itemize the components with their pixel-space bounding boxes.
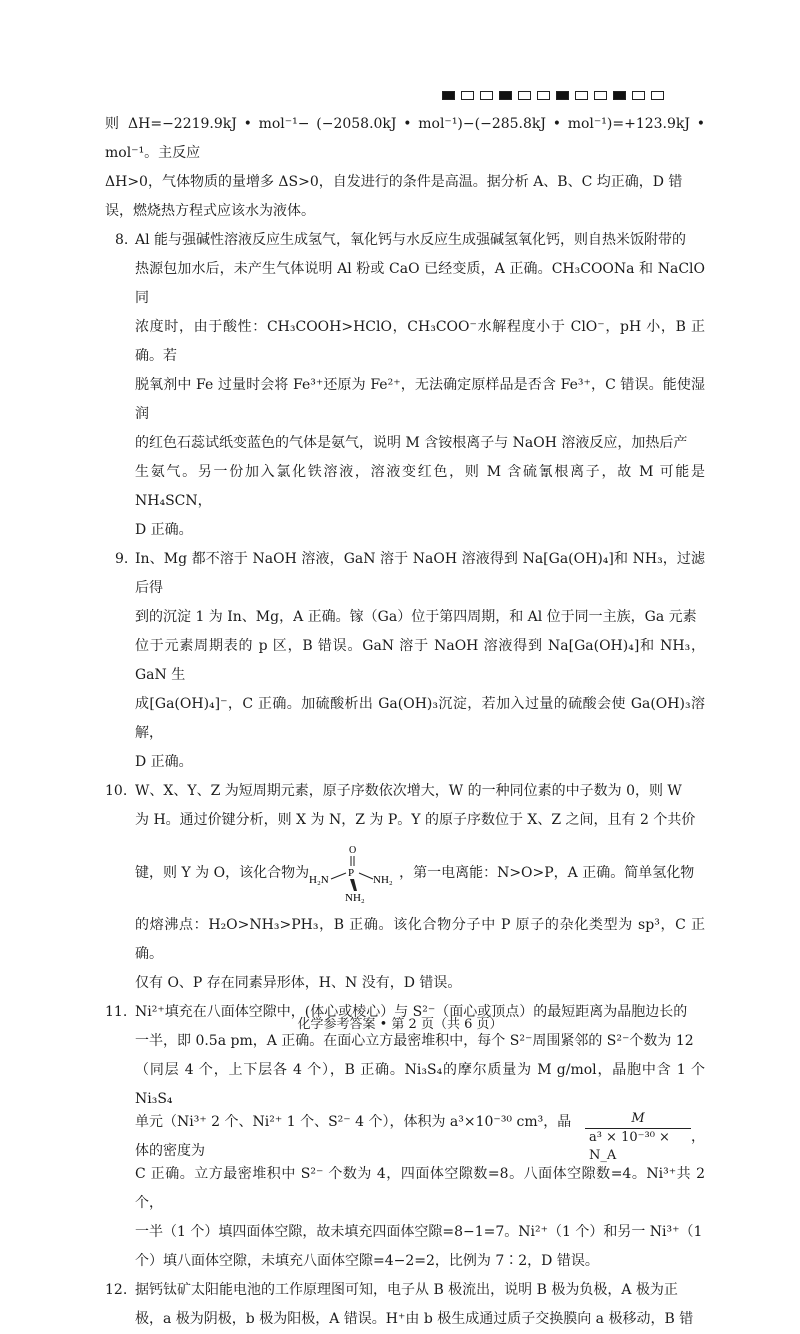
density-fraction bbox=[585, 1110, 691, 1165]
text-line: D 正确。 bbox=[135, 522, 193, 538]
molecule-structure bbox=[309, 843, 399, 903]
question-number: 8. bbox=[115, 232, 129, 248]
answer-12 bbox=[105, 1276, 705, 1334]
text-line: 则 ΔH=−2219.9kJ • mol⁻¹− (−2058.0kJ • mol⁻¹)−(−285.8kJ • mol⁻¹)=+123.9kJ • mol⁻¹。主反应 bbox=[105, 116, 705, 161]
text-line: D 正确。 bbox=[135, 754, 193, 770]
text-line: 个）填八面体空隙，未填充八面体空隙=4−2=2，比例为 7∶2，D 错误。 bbox=[135, 1253, 599, 1269]
header-mark bbox=[518, 91, 531, 100]
text-line: 为 H。通过价键分析，则 X 为 N，Z 为 P。Y 的原子序数位于 X、Z 之间，且有 2 个共价 bbox=[135, 812, 696, 828]
question-number: 9. bbox=[115, 551, 129, 567]
text-line: 生氨气。另一份加入氯化铁溶液，溶液变红色，则 M 含硫氰根离子，故 M 可能是 NH₄SCN， bbox=[135, 464, 705, 509]
question-number: 12. bbox=[105, 1282, 128, 1298]
text-line: 到的沉淀 1 为 In、Mg，A 正确。镓（Ga）位于第四周期，和 Al 位于同一主族，Ga 元素 bbox=[135, 609, 697, 625]
structure-line bbox=[135, 843, 705, 903]
answer-9 bbox=[105, 545, 705, 777]
header-mark bbox=[556, 91, 569, 100]
group-right: NH₂ bbox=[373, 874, 393, 886]
header-marks bbox=[442, 91, 664, 100]
header-mark bbox=[651, 91, 664, 100]
header-mark bbox=[575, 91, 588, 100]
fraction-denominator: a³ × 10⁻³⁰ × N_A bbox=[585, 1128, 691, 1165]
header-mark bbox=[480, 91, 493, 100]
header-mark bbox=[632, 91, 645, 100]
text-segment: 键，则 Y 为 O，该化合物为 bbox=[135, 864, 310, 881]
text-line: 一半（1 个）填四面体空隙，故未填充四面体空隙=8−1=7。Ni²⁺（1 个）和另一 Ni³⁺（1 bbox=[135, 1224, 703, 1240]
answer-11 bbox=[105, 998, 705, 1276]
header-mark bbox=[613, 91, 626, 100]
group-bottom: NH₂ bbox=[345, 892, 365, 903]
text-line: （同层 4 个，上下层各 4 个），B 正确。Ni₃S₄的摩尔质量为 M g/mol，晶胞中含 1 个 Ni₃S₄ bbox=[135, 1062, 705, 1107]
header-mark bbox=[499, 91, 512, 100]
header-mark bbox=[594, 91, 607, 100]
text-line: 一半，即 0.5a pm，A 正确。在面心立方最密堆积中，每个 S²⁻周围紧邻的 S²⁻个数为 12 bbox=[135, 1033, 694, 1049]
page-footer: 化学参考答案 • 第 2 页（共 6 页） bbox=[297, 1017, 503, 1032]
text-line: 位于元素周期表的 p 区，B 错误。GaN 溶于 NaOH 溶液得到 Na[Ga(OH)₄]和 NH₃，GaN 生 bbox=[135, 638, 705, 683]
atom-o: O bbox=[349, 845, 357, 856]
text-line: Al 能与强碱性溶液反应生成氢气，氧化钙与水反应生成强碱氢氧化钙，则自热米饭附带的 bbox=[135, 232, 687, 248]
text-line: 极，a 极为阴极，b 极为阳极，A 错误。H⁺由 b 极生成通过质子交换膜向 a 极移动，B 错 bbox=[135, 1311, 694, 1327]
text-line: 成[Ga(OH)₄]⁻，C 正确。加硫酸析出 Ga(OH)₃沉淀，若加入过量的硫酸会使 Ga(OH)₃溶解， bbox=[135, 696, 705, 741]
text-line: In、Mg 都不溶于 NaOH 溶液，GaN 溶于 NaOH 溶液得到 Na[Ga(OH)₄]和 NH₃，过滤后得 bbox=[135, 551, 705, 596]
text-line: ΔH>0，气体物质的量增多 ΔS>0，自发进行的条件是高温。据分析 A、B、C 均正确，D 错 bbox=[105, 174, 683, 190]
text-line: W、X、Y、Z 为短周期元素，原子序数依次增大，W 的一种同位素的中子数为 0，则 W bbox=[135, 783, 682, 799]
text-line: 据钙钛矿太阳能电池的工作原理图可知，电子从 B 极流出，说明 B 极为负极，A 极为正 bbox=[135, 1282, 678, 1298]
text-line: 误，燃烧热方程式应该水为液体。 bbox=[105, 203, 315, 219]
text-line: 热源包加水后，未产生气体说明 Al 粉或 CaO 已经变质，A 正确。CH₃COONa 和 NaClO 同 bbox=[135, 261, 705, 306]
text-line: 浓度时，由于酸性：CH₃COOH>HClO，CH₃COO⁻水解程度小于 ClO⁻，pH 小，B 正确。若 bbox=[135, 319, 705, 364]
answer-8 bbox=[105, 226, 705, 545]
header-mark bbox=[442, 91, 455, 100]
text-line: 仅有 O、P 存在同素异形体，H、N 没有，D 错误。 bbox=[135, 975, 462, 991]
text-segment: ， bbox=[691, 1128, 705, 1145]
fraction-numerator: M bbox=[631, 1110, 645, 1126]
text-line: 脱氧剂中 Fe 过量时会将 Fe³⁺还原为 Fe²⁺，无法确定原样品是否含 Fe³⁺，C 错误。能使湿润 bbox=[135, 377, 705, 422]
text-segment: 单元（Ni³⁺ 2 个、Ni²⁺ 1 个、S²⁻ 4 个），体积为 a³×10⁻³⁰ cm³，晶体的密度为 bbox=[135, 1114, 572, 1159]
question-number: 10. bbox=[105, 783, 128, 799]
text-line: C 正确。立方最密堆积中 S²⁻ 个数为 4，四面体空隙数=8。八面体空隙数=4。Ni³⁺共 2 个， bbox=[135, 1166, 705, 1211]
group-left: H₂N bbox=[309, 874, 329, 886]
text-line: 的熔沸点：H₂O>NH₃>PH₃，B 正确。该化合物分子中 P 原子的杂化类型为 sp³，C 正确。 bbox=[135, 917, 705, 962]
header-mark bbox=[537, 91, 550, 100]
header-mark bbox=[461, 91, 474, 100]
density-line bbox=[135, 1110, 705, 1163]
text-segment: ，第一电离能：N>O>P，A 正确。简单氢化物 bbox=[399, 864, 695, 881]
answer-10 bbox=[105, 777, 705, 998]
atom-p: P bbox=[348, 867, 355, 879]
answer-content bbox=[105, 110, 705, 1334]
question-number: 11. bbox=[105, 1004, 128, 1020]
text-line: Ni²⁺填充在八面体空隙中，(体心或棱心）与 S²⁻（面心或顶点）的最短距离为晶胞边长的 bbox=[135, 1004, 688, 1020]
text-line: 的红色石蕊试纸变蓝色的气体是氨气，说明 M 含铵根离子与 NaOH 溶液反应，加热后产 bbox=[135, 435, 688, 451]
